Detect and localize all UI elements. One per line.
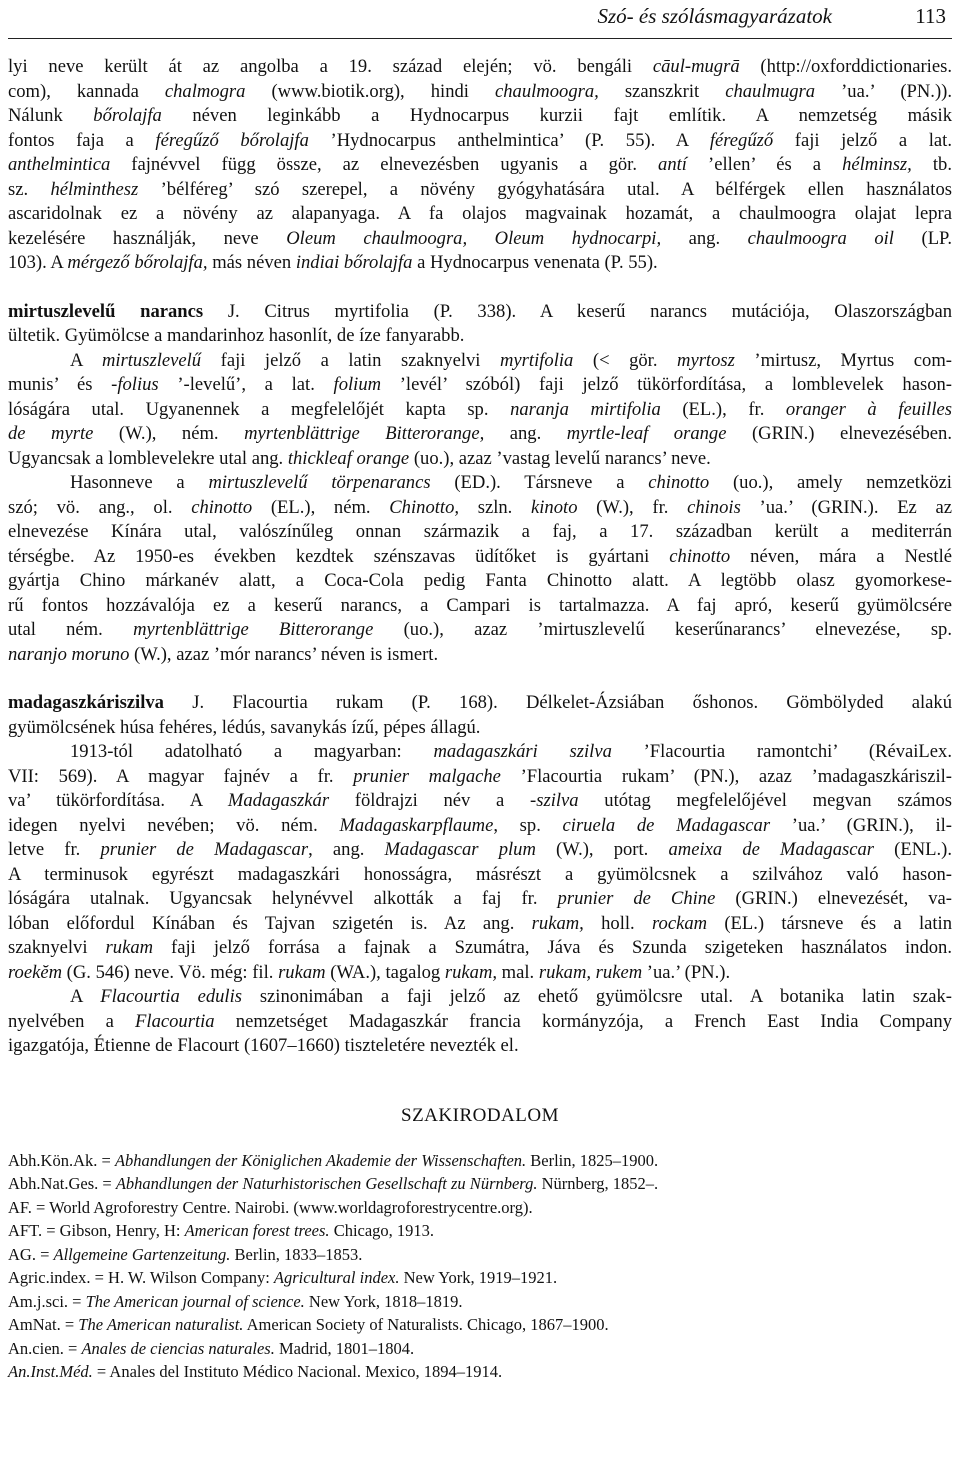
text-run: (EL.), ném. [252,496,390,518]
text-run: (ED.). Társneve a [430,472,649,493]
italic-term: Madagaszkár [227,790,330,811]
text-run: ültetik. Gyümölcse a mandarinhoz hasonlít, de íze fanyarabb. [8,325,465,346]
text-run: szinonimában a faji jelző az ehető gyümölcsre utal. A botanika latin szak- [242,986,952,1007]
reference-entry [8,1337,952,1361]
italic-term: chalmogra [164,80,246,102]
text-line [8,789,952,814]
text-run: , ang. [308,839,385,860]
text-run: Am.j.sci. = [8,1291,86,1311]
italic-term: The American naturalist. [78,1315,244,1334]
reference-entry [8,1360,952,1384]
text-run: Nürnberg, 1852–. [537,1174,659,1193]
italic-term: ameixa de Madagascar [668,839,875,860]
text-line [8,373,952,398]
text-run: szanszkrit [598,80,726,102]
italic-term: chaulmoogra oil [747,227,894,249]
headword: mirtuszlevelű narancs [8,300,204,322]
text-run: rű fontos hozzávalója ez a keserű narancs, a Campari is tartalmazza. A faj apró, keserű gyümölcsére [8,594,952,616]
italic-term: -folius [111,374,159,395]
text-run: ascaridolnak ez a növény az alapanyaga. A fa olajos magvainak hozamát, a chaulmoogra olajat lepra [8,203,952,224]
text-run: Abh.Kön.Ak. = [8,1150,115,1170]
text-run: (EL.) társneve és a latin [707,912,952,934]
italic-term: rukam, [444,961,498,983]
text-line [8,1034,952,1059]
text-run: Berlin, 1833–1853. [230,1244,363,1264]
text-run: VII: 569). A magyar fajnév a fr. [8,765,354,787]
text-run: holl. [583,912,652,934]
text-line [8,618,952,643]
text-line [8,740,952,765]
text-run: com), kannada [8,80,165,102]
text-line [8,129,952,154]
text-line [8,985,952,1010]
text-run: J. Citrus myrtifolia (P. 338). A keserű narancs mutációja, Olaszországban [203,300,952,322]
text-run: elnevezése Kínára utal, valószínűleg onnan származik a faj, a 17. században került a mediterrán [8,521,952,542]
reference-list [8,1149,952,1384]
paragraph-flacourtia-edulis [8,985,952,1059]
text-run: (G. 546) neve. Vö. még: fil. [62,961,279,983]
text-run: Chicago, 1913. [329,1221,435,1240]
italic-term: madagaszkári szilva [433,741,612,762]
reference-entry [8,1172,952,1196]
italic-term: The American journal of science. [85,1291,305,1311]
italic-term: roekĕm [8,961,63,983]
text-run: (W.), port. [535,839,669,860]
section-title: SZAKIRODALOM [401,1104,559,1126]
italic-term: -szilva [530,790,579,811]
text-run: faji jelző forrása a fajnak a Szumátra, Jáva és Szunda szigeteken használatos indon. [153,937,952,958]
text-line [8,814,952,839]
reference-entry [8,1196,952,1220]
text-run: ’ua.’ (PN.). [642,961,731,983]
italic-term: chaulmugra [725,80,816,102]
text-run: térségbe. Az 1950-es években kezdtek szénszavas üdítőket is gyártani [8,545,670,567]
italic-term: folium [333,374,382,395]
text-run: Hasonneve a [70,472,209,493]
text-run: fajnévvel függ össze, az elnevezésben ugyanis a gör. [110,154,659,175]
paragraph-gap [8,667,952,691]
text-run: New York, 1818–1819. [304,1291,463,1311]
paragraph-gap [8,276,952,300]
reference-entry [8,1243,952,1267]
text-run: A [70,986,101,1007]
text-run: (uo.), azaz ’vastag levelű narancs’ neve. [409,447,711,469]
text-run: ’-levelű’, a lat. [158,374,334,395]
page-number: 113 [915,4,946,28]
text-run: utal ném. [8,619,134,640]
headword: madagaszkáriszilva [8,692,164,713]
text-run: (uo.), amely nemzetközi [709,472,952,493]
paragraph-hydnocarpus [8,55,952,276]
italic-term: rukam [278,961,326,983]
text-run: New York, 1919–1921. [399,1268,558,1287]
text-run: = Anales del Instituto Médico Nacional. Mexico, 1894–1914. [92,1362,503,1381]
italic-term: Allgemeine Gartenzeitung. [53,1244,231,1264]
italic-term: Abhandlungen der Naturhistorischen Gesellschaft zu Nürnberg. [115,1174,538,1193]
italic-term: myrtle-leaf orange [566,423,727,444]
text-run: gyümölcsének húsa fehéres, lédús, savanykás ízű, pépes állagú. [8,716,481,738]
text-line [8,912,952,937]
italic-term: Madagascar plum [384,839,536,860]
text-line [8,349,952,374]
text-run: ’ellen’ és a [686,154,843,175]
text-run: va’ tükörfordítása. A [8,790,228,811]
text-line [8,838,952,863]
text-run: J. Flacourtia rukam (P. 168). Délkelet-Ázsiában őshonos. Gömbölyded alakú [163,692,952,713]
text-run: faji jelző a lat. [773,129,952,151]
italic-term: rukam [105,937,154,958]
paragraph-chinotto [8,471,952,667]
italic-term: myrtifolia [500,349,574,371]
text-run: ’ua.’ (GRIN.), il- [770,814,952,836]
page-content [8,55,952,1384]
text-run: szln. [459,496,532,518]
italic-term: An.Inst.Méd. [8,1362,93,1381]
paragraph-madagaszkari-szilva [8,740,952,985]
italic-term: hélminsz, [842,154,912,175]
text-run: (http://oxforddictionaries. [739,56,952,77]
italic-term: naranjo moruno [8,643,130,665]
text-line [8,1010,952,1035]
text-run: más néven [207,252,296,273]
text-run: fontos faja a [8,129,156,151]
italic-term: myrtenblättrige Bitterorange, [244,423,485,444]
text-line [8,178,952,203]
paragraph-myrtifolia [8,349,952,472]
italic-term: Chinotto, [389,496,460,518]
text-run: 1913-tól adatolható a magyarban: [70,741,434,762]
text-line [8,496,952,521]
text-run: (WA.), tagalog [325,961,445,983]
italic-term: rukam, rukem [538,961,643,983]
italic-term: chinotto [191,496,253,518]
text-line [8,863,952,888]
text-run: lóságára utal. Ugyanennek a megfelelőjét kapta sp. [8,398,511,420]
text-line [8,55,952,80]
text-run: ang. [661,227,748,249]
text-line [8,936,952,961]
text-line [8,545,952,570]
text-run: letve fr. [8,839,101,860]
italic-term: bőrolajfa [93,105,162,126]
text-run: mal. [497,961,539,983]
running-title: Szó- és szólásmagyarázatok [597,4,832,28]
italic-term: naranja mirtifolia [510,398,661,420]
text-run: néven leginkább a Hydnocarpus kurzii fajt említik. A nemzetség másik [161,105,952,126]
reference-entry [8,1149,952,1173]
text-run: ’Hydnocarpus anthelmintica’ (P. 55). A [308,129,710,151]
italic-term: chaulmoogra, [494,80,599,102]
text-run: földrajzi név a [329,790,531,811]
text-line [8,422,952,447]
text-run: utótag megfelelőjével megvan számos [578,790,952,811]
italic-term: American forest trees. [184,1221,330,1240]
text-run: , sp. [493,814,563,836]
text-run: lyi neve került át az angolba a 19. század elején; vö. bengáli [8,56,653,77]
text-line [8,716,952,741]
italic-term: prunier de Madagascar [100,839,309,860]
italic-term: rukam, [531,912,584,934]
text-run: (GRIN.) elnevezését, va- [715,888,952,909]
text-run: ’ua.’ (PN.)). [815,80,952,102]
reference-entry [8,1219,952,1243]
text-run: (< gör. [573,349,678,371]
text-line [8,447,952,472]
italic-term: Flacourtia [135,1010,215,1032]
text-run: (GRIN.) elnevezésében. [726,423,952,444]
text-line [8,153,952,178]
text-run: Madrid, 1801–1804. [274,1338,415,1358]
italic-term: Madagaskarpflaume [339,814,494,836]
text-run: ’bélféreg’ szó szerepel, a növény gyógyhatására utal. A bélférgek ellen használatos [138,178,952,200]
text-run: An.cien. = [8,1338,82,1358]
italic-term: Oleum chaulmoogra, Oleum hydnocarpi, [286,227,662,249]
text-run: Nálunk [8,105,94,126]
text-run: (W.), azaz ’mór narancs’ néven is ismert. [129,643,439,665]
text-run: (W.), fr. [577,496,688,518]
text-run: AmNat. = [8,1315,79,1334]
italic-term: chinois [687,496,741,518]
italic-term: féregűző bőrolajfa [155,129,309,151]
text-run: (W.), ném. [93,423,245,444]
italic-term: chinotto [648,472,710,493]
reference-entry [8,1266,952,1290]
italic-term: mérgező bőrolajfa, [67,252,208,273]
entry-madagaszkariszilva [8,691,952,740]
text-line [8,520,952,545]
reference-entry [8,1290,952,1314]
italic-term: antí [658,154,687,175]
text-line [8,765,952,790]
text-run: A terminusok egyrészt madagaszkári honosságra, másrészt a gyümölcsnek a szilvához való hason- [8,863,952,885]
text-line [8,80,952,105]
text-run: Berlin, 1825–1900. [526,1150,659,1170]
text-run: idegen nyelvi nevében; vö. ném. [8,814,340,836]
text-run: lóságára utalnak. Ugyancsak helynévvel alkották a faj fr. [8,888,558,909]
text-run: igazgatója, Étienne de Flacourt (1607–1660) tiszteletére nevezték el. [8,1035,519,1056]
text-run: 103). A [8,252,68,273]
italic-term: anthelmintica [8,154,111,175]
italic-term: féregűző [709,129,774,151]
text-run: (uo.), azaz ’mirtuszlevelű keserűnarancs’ elnevezése, sp. [373,619,952,640]
italic-term: rockam [651,912,708,934]
italic-term: Agricultural index. [273,1268,400,1287]
text-run: ’Flacourtia ramontchi’ (RévaiLex. [611,741,952,762]
text-line [8,594,952,619]
text-run: A [70,349,102,371]
text-run: gyártja Chino márkanév alatt, a Coca-Cola pedig Fanta Chinotto alatt. A legtöbb olasz gyomorkese- [8,570,952,591]
text-run: (EL.), fr. [660,398,786,420]
text-run: szaknyelvi [8,937,106,958]
text-run: nemzetséget Madagaszkár francia kormányzója, a French East India Company [214,1010,952,1032]
text-run: szó; vö. ang., ol. [8,496,192,518]
text-line [8,324,952,349]
italic-term: cāul-mugrā [652,56,740,77]
text-run: ang. [484,423,567,444]
text-run: tb. [911,154,952,175]
entry-mirtuszlevelu-narancs [8,300,952,349]
text-run: AG. = [8,1244,54,1264]
text-line [8,104,952,129]
text-run: nyelvében a [8,1010,136,1032]
text-run: kezelésére használják, neve [8,227,287,249]
text-run: American Society of Naturalists. Chicago, 1867–1900. [243,1315,609,1334]
italic-term: Anales de ciencias naturales. [81,1338,275,1358]
section-gap [8,1059,952,1105]
italic-term: kinoto [531,496,578,518]
text-run: (www.biotik.org), hindi [245,80,495,102]
text-run: sz. [8,178,51,200]
text-line [8,961,952,986]
text-run: AFT. = Gibson, Henry, H: [8,1221,185,1240]
text-run: (ENL.). [874,839,952,860]
italic-term: Abhandlungen der Königlichen Akademie der Wissenschaften. [114,1150,527,1170]
reference-entry [8,1313,952,1337]
section-gap [8,1127,952,1149]
text-run: AF. = World Agroforestry Centre. Nairobi. (www.worldagroforestrycentre.org). [8,1197,533,1217]
text-run: (LP. [893,227,952,249]
text-run: Ugyancsak a lomblevelekre utal ang. [8,447,288,469]
text-run: ’levél’ szóból) faji jelző tükörfordítása, a lomblevelek hason- [381,374,952,395]
text-line [8,251,952,276]
italic-term: prunier malgache [353,765,501,787]
text-line [8,691,952,716]
italic-term: hélminthesz [50,178,139,200]
text-run: Agric.index. = H. W. Wilson Company: [8,1268,274,1287]
italic-term: Flacourtia edulis [100,986,242,1007]
page-header [8,0,952,39]
text-run: néven, mára a Nestlé [730,545,952,567]
italic-term: thickleaf orange [287,447,410,469]
text-line [8,398,952,423]
text-run: faji jelző a latin szaknyelvi [201,349,500,371]
text-line [8,227,952,252]
italic-term: mirtuszlevelű [101,349,202,371]
italic-term: prunier de Chine [557,888,716,909]
text-run: a Hydnocarpus venenata (P. 55). [412,252,658,273]
text-line [8,569,952,594]
text-line [8,471,952,496]
italic-term: myrtosz [677,349,735,371]
text-run: ’mirtusz, Myrtus com- [734,349,952,371]
text-run: ’ua.’ (GRIN.). Ez az [740,496,953,518]
text-line [8,300,952,325]
italic-term: mirtuszlevelű törpenarancs [208,472,431,493]
text-run: Abh.Nat.Ges. = [8,1174,116,1193]
italic-term: myrtenblättrige Bitterorange [133,619,374,640]
italic-term: oranger à feuilles [785,398,952,420]
text-run: munis’ és [8,374,112,395]
italic-term: indiai bőrolajfa [295,252,413,273]
text-run: ’Flacourtia rukam’ (PN.), azaz ’madagaszkáriszil- [500,765,952,787]
text-run: lóban előfordul Kínában és Tajvan szigetén is. Az ang. [8,912,532,934]
text-line [8,202,952,227]
italic-term: chinotto [669,545,731,567]
italic-term: ciruela de Madagascar [562,814,771,836]
text-line [8,643,952,668]
italic-term: de myrte [8,423,94,444]
text-line [8,887,952,912]
